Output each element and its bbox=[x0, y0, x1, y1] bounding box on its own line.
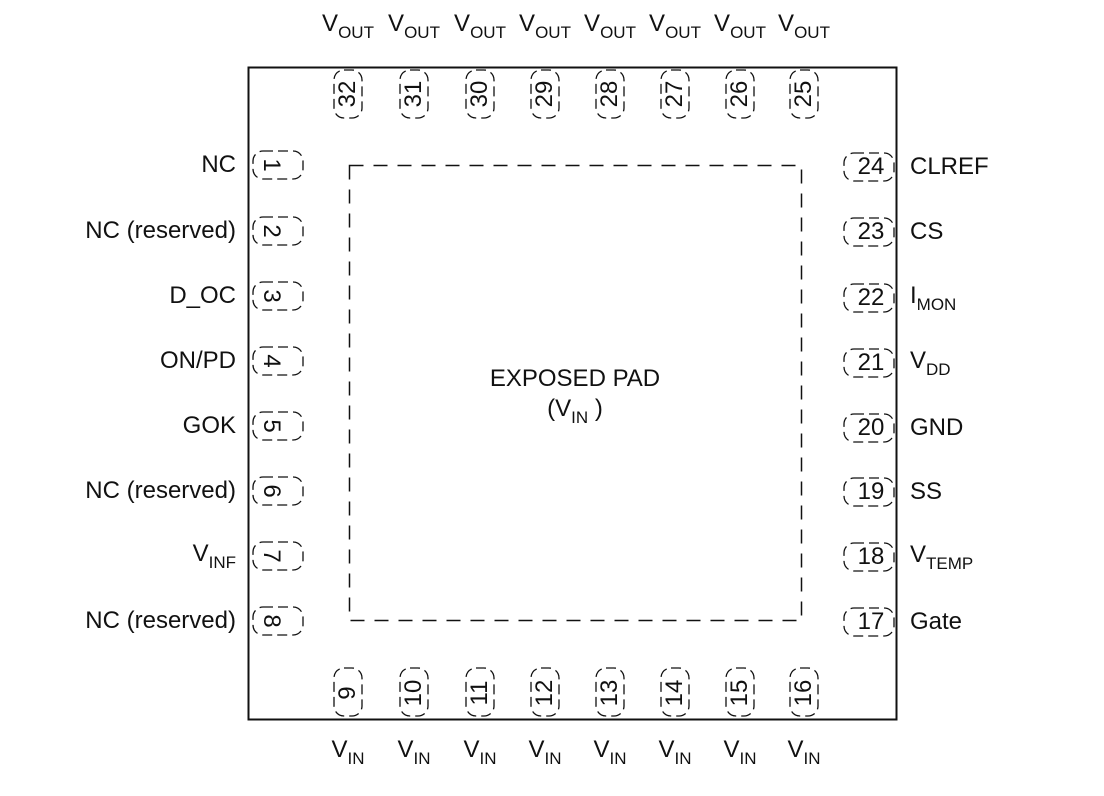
pin-label-31 bbox=[379, 10, 449, 40]
pin-label-32-subscript: OUT bbox=[338, 23, 374, 42]
pin-label-16-subscript: IN bbox=[803, 749, 821, 768]
pin-label-9-text: V bbox=[331, 736, 348, 763]
pin-label-29-text: V bbox=[519, 10, 536, 37]
pin-label-13 bbox=[575, 736, 645, 766]
pin-label-22-subscript: MON bbox=[916, 295, 957, 314]
pin-label-17 bbox=[910, 608, 962, 636]
pin-label-28-subscript: OUT bbox=[600, 23, 636, 42]
pad-number-16: 16 bbox=[790, 679, 817, 707]
pin-label-5 bbox=[183, 412, 236, 440]
pad-number-7: 7 bbox=[258, 549, 285, 563]
pad-number-30: 30 bbox=[466, 80, 493, 108]
pin-label-4-text: ON/PD bbox=[159, 347, 236, 374]
pin-label-10 bbox=[379, 736, 449, 766]
pin-label-23-text: CS bbox=[910, 218, 944, 245]
pin-label-19 bbox=[910, 478, 942, 506]
pin-label-30-subscript: OUT bbox=[470, 23, 506, 42]
pad-number-28: 28 bbox=[596, 80, 623, 108]
pin-label-18-text: V bbox=[910, 541, 927, 568]
pin-label-14 bbox=[640, 736, 710, 766]
pad-number-8: 8 bbox=[258, 614, 285, 628]
pin-label-15-subscript: IN bbox=[739, 749, 757, 768]
pin-label-6-text: NC (reserved) bbox=[85, 477, 236, 504]
pin-label-16 bbox=[769, 736, 839, 766]
pad-number-23: 23 bbox=[857, 218, 885, 245]
pad-number-26: 26 bbox=[726, 80, 753, 108]
pin-label-13-subscript: IN bbox=[609, 749, 627, 768]
pin-label-26 bbox=[705, 10, 775, 40]
pin-label-22-text: I bbox=[910, 282, 917, 309]
pin-label-25-text: V bbox=[778, 10, 795, 37]
pin-label-11 bbox=[445, 736, 515, 766]
pad-number-9: 9 bbox=[334, 686, 361, 700]
pin-label-24-text: CLREF bbox=[910, 153, 989, 180]
pad-number-6: 6 bbox=[258, 484, 285, 498]
exposed-pad-title: EXPOSED PAD bbox=[489, 365, 661, 392]
pin-label-9-subscript: IN bbox=[347, 749, 365, 768]
pad-number-15: 15 bbox=[726, 679, 753, 707]
pad-number-3: 3 bbox=[258, 289, 285, 303]
pin-label-32-text: V bbox=[322, 10, 339, 37]
pin-label-27-subscript: OUT bbox=[665, 23, 701, 42]
pin-label-11-text: V bbox=[463, 736, 480, 763]
pad-number-5: 5 bbox=[258, 419, 285, 433]
pin-label-3-text: D_OC bbox=[169, 282, 236, 309]
pin-label-1 bbox=[201, 151, 236, 179]
pin-label-28 bbox=[575, 10, 645, 40]
pin-label-7 bbox=[193, 540, 236, 570]
pad-number-1: 1 bbox=[258, 158, 285, 172]
pad-number-12: 12 bbox=[531, 679, 558, 707]
pin-label-2 bbox=[85, 217, 236, 245]
pin-label-31-subscript: OUT bbox=[404, 23, 440, 42]
pin-label-5-text: GOK bbox=[182, 412, 236, 439]
pad-number-27: 27 bbox=[661, 80, 688, 108]
pad-number-14: 14 bbox=[661, 679, 688, 707]
pad-number-17: 17 bbox=[857, 608, 885, 635]
pin-label-15-text: V bbox=[723, 736, 740, 763]
pin-label-10-subscript: IN bbox=[413, 749, 431, 768]
pin-label-26-text: V bbox=[714, 10, 731, 37]
pin-label-16-text: V bbox=[787, 736, 804, 763]
pin-label-28-text: V bbox=[584, 10, 601, 37]
pin-label-8-text: NC (reserved) bbox=[85, 607, 236, 634]
pin-label-18-subscript: TEMP bbox=[926, 554, 974, 573]
pin-label-12-subscript: IN bbox=[544, 749, 562, 768]
pin-label-20 bbox=[910, 414, 963, 442]
pin-label-4 bbox=[160, 347, 236, 375]
pin-label-12 bbox=[510, 736, 580, 766]
pin-label-25-subscript: OUT bbox=[794, 23, 830, 42]
pin-label-27 bbox=[640, 10, 710, 40]
pin-label-30 bbox=[445, 10, 515, 40]
pin-label-24 bbox=[910, 153, 989, 181]
pin-label-14-text: V bbox=[658, 736, 675, 763]
pin-label-6 bbox=[85, 477, 236, 505]
exposed-pad-label bbox=[430, 364, 720, 426]
pin-label-12-text: V bbox=[528, 736, 545, 763]
pin-label-9 bbox=[313, 736, 383, 766]
pin-label-1-text: NC bbox=[201, 151, 236, 178]
pad-number-2: 2 bbox=[258, 224, 285, 238]
pin-label-30-text: V bbox=[454, 10, 471, 37]
pad-number-32: 32 bbox=[334, 80, 361, 108]
pad-number-24: 24 bbox=[857, 153, 885, 180]
pad-number-25: 25 bbox=[790, 80, 817, 108]
pin-label-21 bbox=[910, 347, 951, 377]
pin-label-19-text: SS bbox=[910, 478, 943, 505]
pin-label-15 bbox=[705, 736, 775, 766]
pin-label-31-text: V bbox=[388, 10, 405, 37]
pin-label-8 bbox=[85, 607, 236, 635]
pin-label-2-text: NC (reserved) bbox=[85, 217, 236, 244]
exposed-pad-net: ($V_{IN}$ ) bbox=[547, 395, 603, 427]
pad-number-21: 21 bbox=[857, 349, 885, 376]
pad-number-13: 13 bbox=[596, 679, 623, 707]
pin-label-13-text: V bbox=[593, 736, 610, 763]
pad-number-11: 11 bbox=[466, 680, 493, 706]
pin-label-23 bbox=[910, 218, 943, 246]
pad-number-22: 22 bbox=[857, 284, 885, 311]
pin-label-29 bbox=[510, 10, 580, 40]
pad-number-31: 31 bbox=[400, 80, 427, 108]
pin-label-17-text: Gate bbox=[910, 608, 963, 635]
pin-label-21-subscript: DD bbox=[926, 360, 951, 379]
pin-label-26-subscript: OUT bbox=[730, 23, 766, 42]
pin-label-32 bbox=[313, 10, 383, 40]
pin-label-3 bbox=[169, 282, 236, 310]
pin-label-18 bbox=[910, 541, 973, 571]
pin-label-22 bbox=[910, 282, 956, 312]
pad-number-29: 29 bbox=[531, 80, 558, 108]
pad-number-4: 4 bbox=[258, 354, 285, 368]
pin-label-11-subscript: IN bbox=[479, 749, 497, 768]
pin-label-7-text: V bbox=[192, 540, 209, 567]
pin-label-27-text: V bbox=[649, 10, 666, 37]
pin-label-25 bbox=[769, 10, 839, 40]
pad-number-19: 19 bbox=[857, 478, 885, 505]
pin-label-20-text: GND bbox=[910, 414, 964, 441]
pad-number-20: 20 bbox=[857, 414, 885, 441]
pin-label-10-text: V bbox=[397, 736, 414, 763]
pad-number-18: 18 bbox=[857, 543, 885, 570]
pin-label-29-subscript: OUT bbox=[535, 23, 571, 42]
pin-label-21-text: V bbox=[910, 347, 927, 374]
pin-label-14-subscript: IN bbox=[674, 749, 692, 768]
pad-number-10: 10 bbox=[400, 679, 427, 707]
pin-label-7-subscript: INF bbox=[208, 553, 236, 572]
